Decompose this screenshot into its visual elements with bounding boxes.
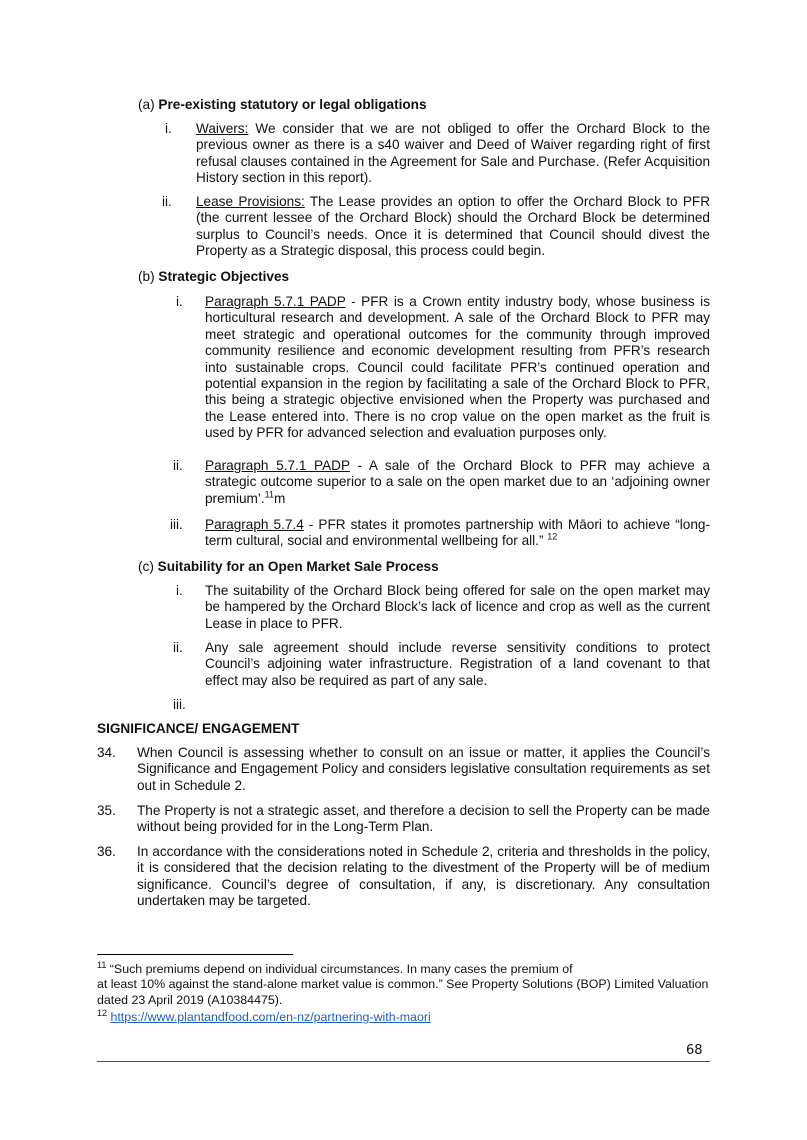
footnote-12: $^{12}$ https://www.plantandfood.com/en-nz/partnering-with-maori (97, 1007, 431, 1024)
section-a-heading: (a) Pre-existing statutory or legal obligations (138, 97, 427, 112)
list-number: ii. (162, 194, 172, 209)
paragraph: When Council is assessing whether to consult on an issue or matter, it applies the Council’s Significance and Engagement Policy and considers legislative consultation requirements as set out in Schedule 2. (137, 745, 710, 793)
list-item: Paragraph 5.7.1 PADP - PFR is a Crown entity industry body, whose business is horticultural research and development. A sale of the Orchard Block to PFR may meet strategic and operational outcomes for the community through improved community resilience and economic development resulting from PFR’s research into sustainable crops. Council could facilitate PFR’s continued operation and potential expansion in the region by facilitating a sale of the Orchard Block to PFR, this being a strategic objective envisioned when the Property was purchased and the Lease entered into. There is no crop value on the open market as the fruit is used by PFR for advanced selection and evaluation purposes only. (205, 294, 710, 441)
footnote-separator (97, 954, 293, 955)
list-item: Paragraph 5.7.1 PADP - A sale of the Orchard Block to PFR may achieve a strategic outcome superior to a sale on the open market due to an ‘adjoining owner premium’.$^{11}$m (205, 458, 710, 506)
page-number: 68 (686, 1043, 703, 1058)
section-heading: SIGNIFICANCE/ ENGAGEMENT (97, 721, 300, 736)
list-number: ii. (173, 458, 183, 473)
list-number: i. (176, 294, 183, 309)
list-item: Lease Provisions: The Lease provides an option to offer the Orchard Block to PFR (the current lessee of the Orchard Block) should the Orchard Block be determined surplus to Council’s needs. Once it is determined that Council should divest the Property as a Strategic disposal, this process could begin. (196, 194, 711, 259)
para-number: 36. (97, 844, 116, 859)
list-item: The suitability of the Orchard Block being offered for sale on the open market may be hampered by the Orchard Block’s lack of licence and crop as well as the current Lease in place to PFR. (205, 583, 710, 631)
list-number: iii. (170, 517, 183, 532)
footnote-link[interactable]: https://www.plantandfood.com/en-nz/partnering-with-maori (110, 1010, 431, 1024)
list-item: Any sale agreement should include reverse sensitivity conditions to protect Council’s adjoining water infrastructure. Registration of a land covenant to that effect may also be required as part of any sale. (205, 640, 710, 688)
list-number: i. (165, 121, 172, 136)
list-number: ii. (173, 640, 183, 655)
list-number: iii. (173, 697, 186, 712)
paragraph: In accordance with the considerations noted in Schedule 2, criteria and thresholds in the policy, it is considered that the decision relating to the divestment of the Property will be of medium significance. Council’s degree of consultation, if any, is discretionary. Any consultation undertaken may be targeted. (137, 844, 710, 909)
list-number: i. (176, 583, 183, 598)
paragraph: The Property is not a strategic asset, and therefore a decision to sell the Property can be made without being provided for in the Long-Term Plan. (137, 803, 710, 835)
section-b-heading: (b) Strategic Objectives (138, 269, 290, 284)
footnote-11: $^{11}$ “Such premiums depend on individual circumstances. In many cases the premium of at least 10% against the stand-alone market value is common.” See Property Solutions (BOP) Limited Valuation dated 23 April 2019 (A10384475). (97, 959, 709, 1007)
section-c-heading: (c) Suitability for an Open Market Sale Process (138, 559, 439, 574)
para-number: 34. (97, 745, 116, 760)
list-item: Paragraph 5.7.4 - PFR states it promotes partnership with Māori to achieve “long-term cultural, social and environmental wellbeing for all.” $^{12}$ (205, 517, 710, 549)
footer-rule (97, 1061, 710, 1062)
list-item: Waivers: We consider that we are not obliged to offer the Orchard Block to the previous owner as there is a s40 waiver and Deed of Waiver regarding right of first refusal clauses contained in the Agreement for Sale and Purchase. (Refer Acquisition History section in this report). (196, 121, 710, 186)
para-number: 35. (97, 803, 116, 818)
